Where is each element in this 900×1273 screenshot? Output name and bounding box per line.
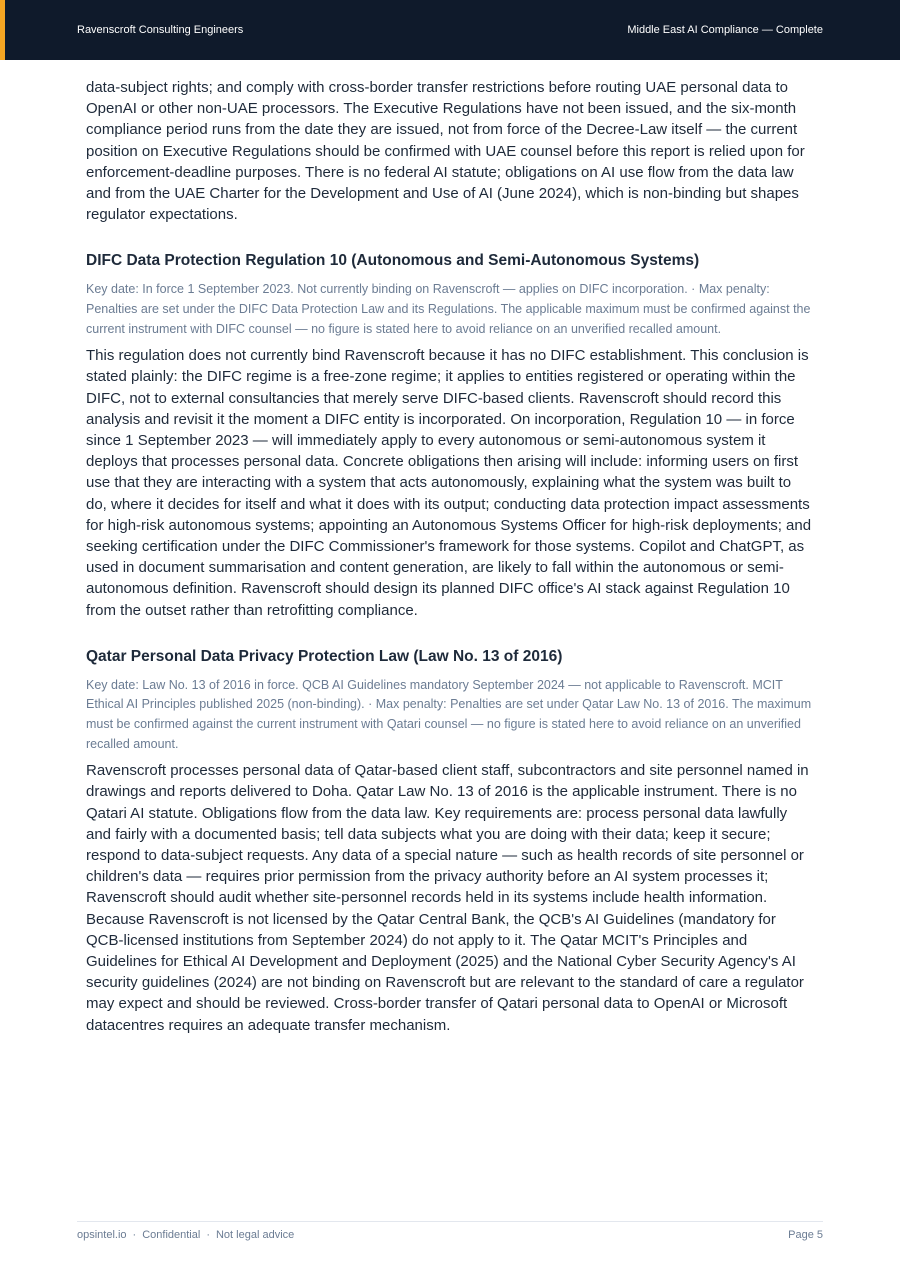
report-title: Middle East AI Compliance — Complete bbox=[627, 24, 823, 36]
footer-disclaimer: Not legal advice bbox=[215, 1229, 295, 1241]
header-accent-bar bbox=[0, 0, 5, 60]
section-body-difc: This regulation does not currently bind Ravenscroft because it has no DIFC establishment. This conclusion is stated plainly: the DIFC regime is a free-zone regime; it applies to entities registered or operating within the DIFC, not to external consultancies that merely serve DIFC-based clients. Ravenscroft should record this analysis and revisit it the moment a DIFC entity is incorporated. On incorporation, Regulation 10 — in force since 1 September 2023 — will immediately apply to every autonomous or semi-autonomous system it deploys that processes personal data. Concrete obligations then arising will include: informing users on first use that they are interacting with a system that acts autonomously, explaining what the system was built to do, where it decides for itself and what it does with its output; conducting data protection impact assessments for high-risk autonomous systems; appointing an Autonomous Systems Officer for high-risk deployments; and seeking certification under the DIFC Commissioner's framework for those systems. Copilot and ChatGPT, as used in document summarisation and content generation, are likely to fall within the autonomous or semi-autonomous definition. Ravenscroft should design its planned DIFC office's AI stack against Regulation 10 from the outset rather than retrofitting compliance. bbox=[86, 347, 812, 619]
footer-confidential: Confidential bbox=[142, 1229, 201, 1241]
footer-info bbox=[77, 1229, 294, 1241]
footer-divider bbox=[77, 1221, 823, 1222]
section-title-qatar: Qatar Personal Data Privacy Protection Law (Law No. 13 of 2016) bbox=[86, 647, 563, 665]
footer-separator: · bbox=[132, 1229, 137, 1241]
company-name: Ravenscroft Consulting Engineers bbox=[77, 24, 244, 36]
page-number: Page 5 bbox=[788, 1229, 823, 1241]
main-content bbox=[86, 77, 816, 1036]
footer-separator: · bbox=[206, 1229, 210, 1241]
section-body-qatar: Ravenscroft processes personal data of Qatar-based client staff, subcontractors and site personnel named in drawings and reports delivered to Doha. Qatar Law No. 13 of 2016 is the applicable instrument. There is no Qatari AI statute. Obligations flow from the data law. Key requirements are: process personal data lawfully and fairly with a documented basis; tell data subjects what you are doing with their data; keep it secure; respond to data-subject requests. Any data of a special nature — such as health records of site personnel or children's data — requires prior permission from the privacy authority before an AI system processes it; Ravenscroft should audit whether site-personnel records held in its systems include health information. Because Ravenscroft is not licensed by the Qatar Central Bank, the QCB's AI Guidelines (mandatory for QCB-licensed institutions from September 2024) do not apply to it. The Qatar MCIT's Principles and Guidelines for Ethical AI Development and Deployment (2025) and the National Cyber Security Agency's AI security guidelines (2024) are not binding on Ravenscroft but are relevant to the standard of care a regulator may expect and should be reviewed. Cross-border transfer of Qatari personal data to OpenAI or Microsoft datacentres requires an adequate transfer mechanism. bbox=[86, 762, 809, 1034]
page-header bbox=[0, 0, 900, 60]
section-meta-difc: Key date: In force 1 September 2023. Not currently binding on Ravenscroft — applies on DIFC incorporation. · Max penalty: Penalties are set under the DIFC Data Protection Law and its Regulations. The applicable maximum must be confirmed against the current instrument with DIFC counsel — no figure is stated here to avoid reliance on an unverified recalled amount. bbox=[86, 282, 811, 336]
intro-paragraph: data-subject rights; and comply with cross-border transfer restrictions before routing UAE personal data to OpenAI or other non-UAE processors. The Executive Regulations have not been issued, and the six-month compliance period runs from the date they are issued, not from force of the Decree-Law itself — the current position on Executive Regulations should be confirmed with UAE counsel before this report is relied upon for enforcement-deadline purposes. There is no federal AI statute; obligations on AI use flow from the data law and from the UAE Charter for the Development and Use of AI (June 2024), which is non-binding but shapes regulator expectations. bbox=[86, 79, 805, 224]
section-meta-qatar: Key date: Law No. 13 of 2016 in force. QCB AI Guidelines mandatory September 2024 — not applicable to Ravenscroft. MCIT Ethical AI Principles published 2025 (non-binding). · Max penalty: Penalties are set under Qatar Law No. 13 of 2016. The maximum must be confirmed against the current instrument with Qatari counsel — no figure is stated here to avoid reliance on an unverified recalled amount. bbox=[86, 677, 812, 751]
section-title-difc: DIFC Data Protection Regulation 10 (Autonomous and Semi-Autonomous Systems) bbox=[86, 252, 700, 270]
footer-site-link[interactable]: opsintel.io bbox=[77, 1229, 127, 1241]
